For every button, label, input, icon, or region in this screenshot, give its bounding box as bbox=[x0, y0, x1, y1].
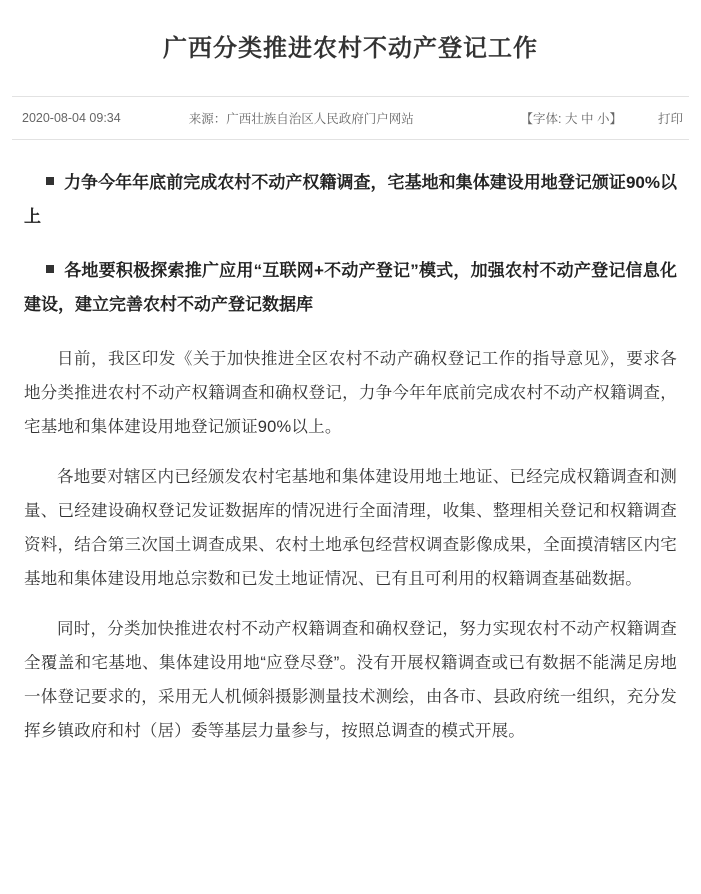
source-name: 广西壮族自治区人民政府门户网站 bbox=[226, 112, 414, 127]
lead-point-text: 力争今年年底前完成农村不动产权籍调查，宅基地和集体建设用地登记颁证90%以上 bbox=[24, 173, 677, 227]
meta-tools bbox=[520, 109, 683, 127]
body-paragraph: 各地要对辖区内已经颁发农村宅基地和集体建设用地土地证、已经完成权籍调查和测量、已经建设确权登记发证数据库的情况进行全面清理，收集、整理相关登记和权籍调查资料，结合第三次国土调查成果、农村土地承包经营权调查影像成果，全面摸清辖区内宅基地和集体建设用地总宗数和已发土地证情况、已有且可利用的权籍调查基础数据。 bbox=[24, 468, 677, 589]
body-paragraph: 同时，分类加快推进农村不动产权籍调查和确权登记，努力实现农村不动产权籍调查全覆盖和宅基地、集体建设用地“应登尽登”。没有开展权籍调查或已有数据不能满足房地一体登记要求的，采用无人机倾斜摄影测量技术测绘，由各市、县政府统一组织，充分发挥乡镇政府和村（居）委等基层力量参与，按照总调查的模式开展。 bbox=[24, 620, 677, 741]
publish-date: 2020-08-04 09:34 bbox=[22, 111, 121, 126]
font-size-suffix: 】 bbox=[609, 112, 622, 127]
square-bullet-icon bbox=[46, 265, 54, 273]
lead-point bbox=[24, 166, 677, 234]
body-paragraph: 日前，我区印发《关于加快推进全区农村不动产确权登记工作的指导意见》，要求各地分类推进农村不动产权籍调查和确权登记，力争今年年底前完成农村不动产权籍调查，宅基地和集体建设用地登记颁证90%以上。 bbox=[24, 350, 677, 437]
article-body bbox=[0, 140, 701, 748]
font-size-small-button[interactable]: 小 bbox=[596, 112, 610, 127]
font-size-large-button[interactable]: 大 bbox=[564, 112, 578, 127]
lead-point bbox=[24, 254, 677, 322]
source-label: 来源： bbox=[188, 112, 227, 127]
print-button[interactable]: 打印 bbox=[657, 112, 683, 127]
article-page bbox=[0, 16, 701, 894]
square-bullet-icon bbox=[46, 177, 54, 185]
lead-point-text: 各地要积极探索推广应用“互联网+不动产登记”模式，加强农村不动产登记信息化建设，建立完善农村不动产登记数据库 bbox=[24, 261, 677, 315]
font-size-prefix: 【字体: bbox=[520, 112, 562, 127]
font-size-medium-button[interactable]: 中 bbox=[580, 112, 594, 127]
page-title: 广西分类推进农村不动产登记工作 bbox=[163, 35, 538, 63]
font-size-control bbox=[520, 109, 622, 127]
article-meta-bar bbox=[12, 96, 689, 140]
